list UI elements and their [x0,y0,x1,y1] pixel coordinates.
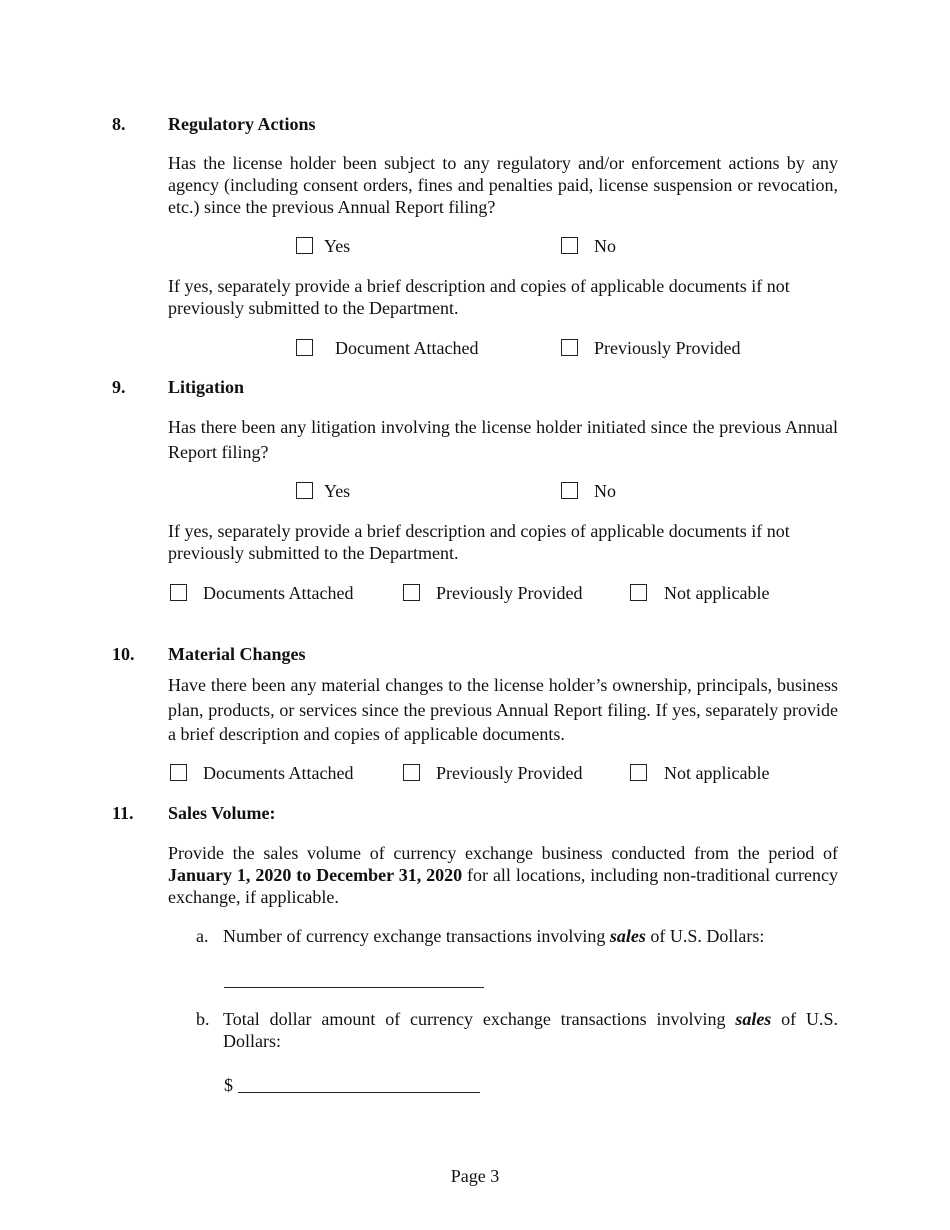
section-8-question: Has the license holder been subject to any regulatory and/or enforcement actions by any agency (including consent orders, fines and penalties paid, license suspension or revocation, etc.) since the previous Annual Report filing? [168,153,838,217]
item-b-text [223,1008,838,1052]
section-9-followup: If yes, separately provide a brief description and copies of applicable documents if not previously submitted to the Department. [168,521,790,563]
section-11-title: Sales Volume: [168,803,276,823]
section-8-previously-provided-label: Previously Provided [594,338,741,358]
item-a-answer-line[interactable] [224,987,484,988]
section-11-number: 11. [112,803,134,823]
section-9-yes-label: Yes [324,481,351,501]
section-11-intro-text-end: for all locations, including non-traditional currency exchange, if applicable. [168,865,838,907]
section-10-question: Have there been any material changes to the license holder’s ownership, principals, business plan, products, or services since the previous Annual Report filing. If yes, separately provide a brief description and copies of applicable documents. [168,675,838,744]
section-10-documents-attached-label: Documents Attached [203,763,354,783]
section-8-document-attached-checkbox[interactable] [296,339,313,356]
section-8-no-label: No [594,236,616,256]
section-11-intro-text: Provide the sales volume of currency exchange business conducted from the period of [168,843,838,863]
section-10-not-applicable-checkbox[interactable] [630,764,647,781]
item-b-text-end: of U.S. Dollars: [223,1009,838,1051]
section-10-previously-provided-label: Previously Provided [436,763,583,783]
section-9-no-label: No [594,481,616,501]
section-8-followup: If yes, separately provide a brief description and copies of applicable documents if not previously submitted to the Department. [168,276,790,318]
section-8-yes-label: Yes [324,236,351,256]
item-b-currency-symbol: $ [224,1075,233,1095]
section-10-title: Material Changes [168,644,306,664]
item-b-answer-line[interactable] [238,1092,480,1093]
page-number: Page 3 [450,1166,500,1186]
section-10-not-applicable-label: Not applicable [664,763,770,783]
section-9-no-checkbox[interactable] [561,482,578,499]
section-9-documents-attached-checkbox[interactable] [170,584,187,601]
section-8-no-checkbox[interactable] [561,237,578,254]
section-9-previously-provided-label: Previously Provided [436,583,583,603]
section-9-number: 9. [112,377,126,397]
item-b-text-start: Total dollar amount of currency exchange transactions involving [223,1009,736,1029]
section-10-number: 10. [112,644,135,664]
section-8-previously-provided-checkbox[interactable] [561,339,578,356]
section-8-title: Regulatory Actions [168,114,316,134]
section-11-intro [168,842,838,908]
section-9-documents-attached-label: Documents Attached [203,583,354,603]
section-9-yes-checkbox[interactable] [296,482,313,499]
section-9-title: Litigation [168,377,245,397]
section-11-period: January 1, 2020 to December 31, 2020 [168,865,463,885]
section-10-documents-attached-checkbox[interactable] [170,764,187,781]
section-9-not-applicable-checkbox[interactable] [630,584,647,601]
section-9-not-applicable-label: Not applicable [664,583,770,603]
item-a-text [223,925,838,947]
section-8-number: 8. [112,114,126,134]
item-a-letter: a. [196,926,209,946]
section-10-previously-provided-checkbox[interactable] [403,764,420,781]
item-a-emphasis: sales [609,926,646,946]
item-a-text-start: Number of currency exchange transactions involving [223,926,610,946]
item-a-text-end: of U.S. Dollars: [645,926,765,946]
item-b-emphasis: sales [735,1009,772,1029]
section-9-question: Has there been any litigation involving the license holder initiated since the previous Annual Report filing? [168,417,838,462]
item-b-letter: b. [196,1009,210,1029]
section-9-previously-provided-checkbox[interactable] [403,584,420,601]
section-8-yes-checkbox[interactable] [296,237,313,254]
section-8-document-attached-label: Document Attached [335,338,479,358]
